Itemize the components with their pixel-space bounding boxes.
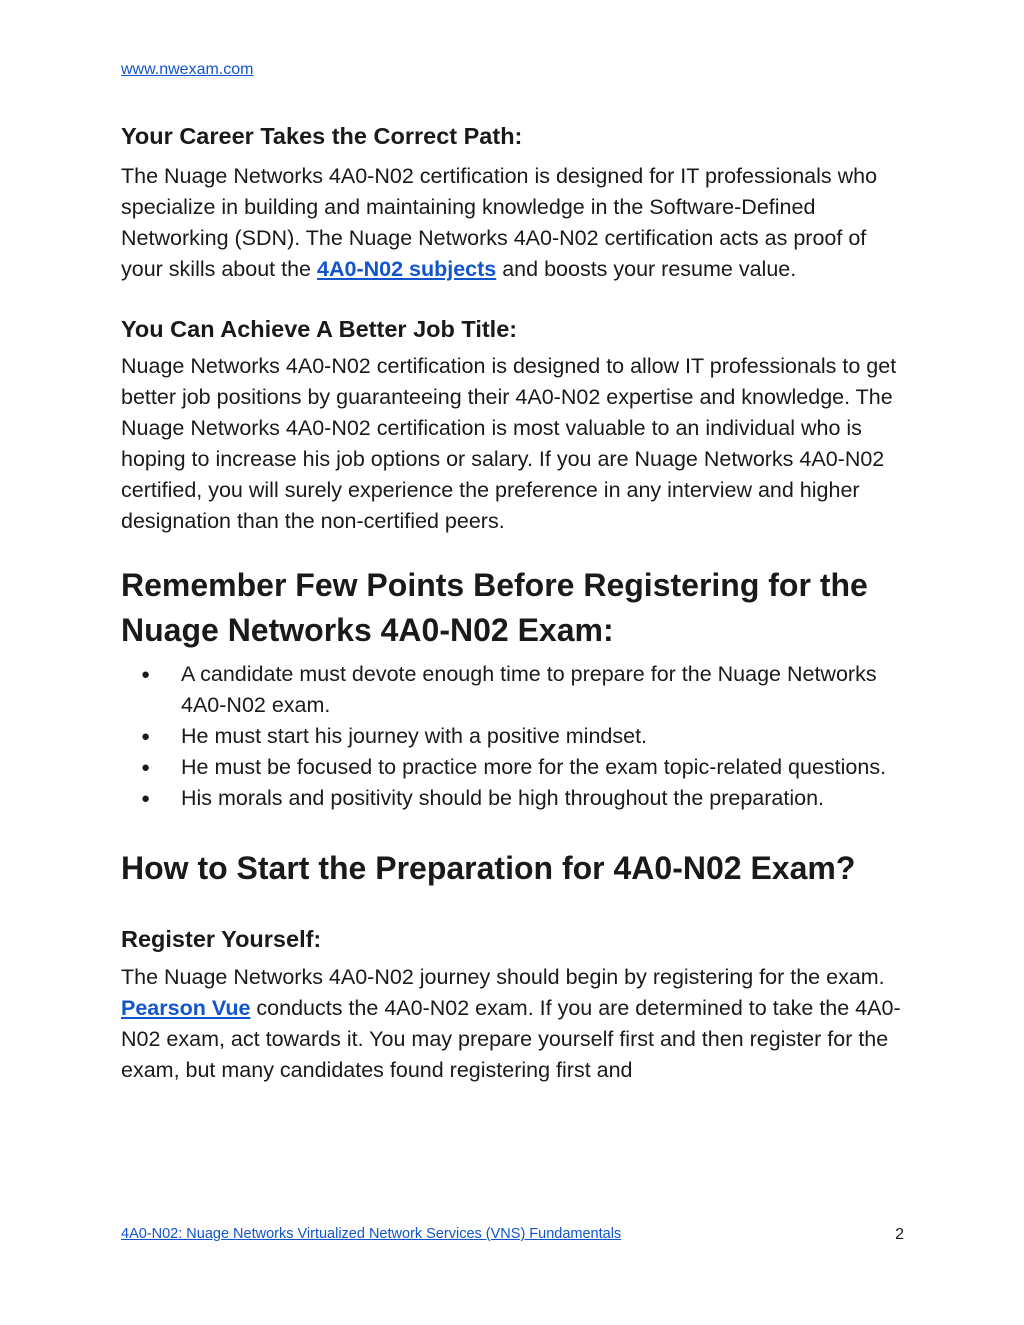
list-item-text: He must be focused to practice more for the exam topic-related questions.	[181, 755, 887, 779]
register-heading: Register Yourself:	[121, 926, 322, 952]
career-text-after: and boosts your resume value.	[496, 257, 797, 281]
remember-list	[121, 659, 911, 814]
job-title-heading: You Can Achieve A Better Job Title:	[121, 316, 518, 342]
page-footer	[121, 1226, 904, 1242]
footer-exam-link[interactable]: 4A0-N02: Nuage Networks Virtualized Network Services (VNS) Fundamentals	[121, 1226, 622, 1242]
list-item	[121, 752, 911, 783]
register-text-before: The Nuage Networks 4A0-N02 journey should begin by registering for the exam.	[121, 965, 885, 989]
career-paragraph	[121, 161, 911, 285]
job-title-paragraph: Nuage Networks 4A0-N02 certification is designed to allow IT professionals to get better job positions by guaranteeing their 4A0-N02 expertise and knowledge. The Nuage Networks 4A0-N02 certification is most valuable to an individual who is hoping to increase his job options or salary. If you are Nuage Networks 4A0-N02 certified, you will surely experience the preference in any interview and higher designation than the non-certified peers.	[121, 354, 897, 533]
remember-heading: Remember Few Points Before Registering for the Nuage Networks 4A0-N02 Exam:	[121, 567, 868, 648]
list-item-text: He must start his journey with a positive mindset.	[181, 724, 648, 748]
page-number: 2	[895, 1226, 904, 1243]
preparation-heading: How to Start the Preparation for 4A0-N02 Exam?	[121, 850, 856, 886]
bullet-icon: ●	[141, 759, 151, 776]
bullet-icon: ●	[141, 790, 151, 807]
list-item	[121, 721, 911, 752]
list-item	[121, 783, 911, 814]
bullet-icon: ●	[141, 728, 151, 745]
list-item-text: His morals and positivity should be high throughout the preparation.	[181, 786, 824, 810]
register-paragraph	[121, 962, 911, 1086]
site-link[interactable]: www.nwexam.com	[121, 61, 254, 78]
career-heading: Your Career Takes the Correct Path:	[121, 123, 523, 149]
list-item-text: A candidate must devote enough time to prepare for the Nuage Networks 4A0-N02 exam.	[181, 662, 877, 717]
register-text-after: conducts the 4A0-N02 exam. If you are determined to take the 4A0-N02 exam, act towards it. You may prepare yourself first and then register for the exam, but many candidates found registering first and	[121, 996, 901, 1082]
pearson-vue-link[interactable]: Pearson Vue	[121, 996, 251, 1020]
subjects-link[interactable]: 4A0-N02 subjects	[317, 257, 497, 281]
career-text-before: The Nuage Networks 4A0-N02 certification is designed for IT professionals who specialize in building and maintaining knowledge in the Software-Defined Networking (SDN). The Nuage Networks 4A0-N02 certification acts as proof of your skills about the	[121, 164, 878, 281]
list-item	[121, 659, 911, 721]
page-content	[121, 118, 911, 1086]
bullet-icon: ●	[141, 666, 151, 683]
